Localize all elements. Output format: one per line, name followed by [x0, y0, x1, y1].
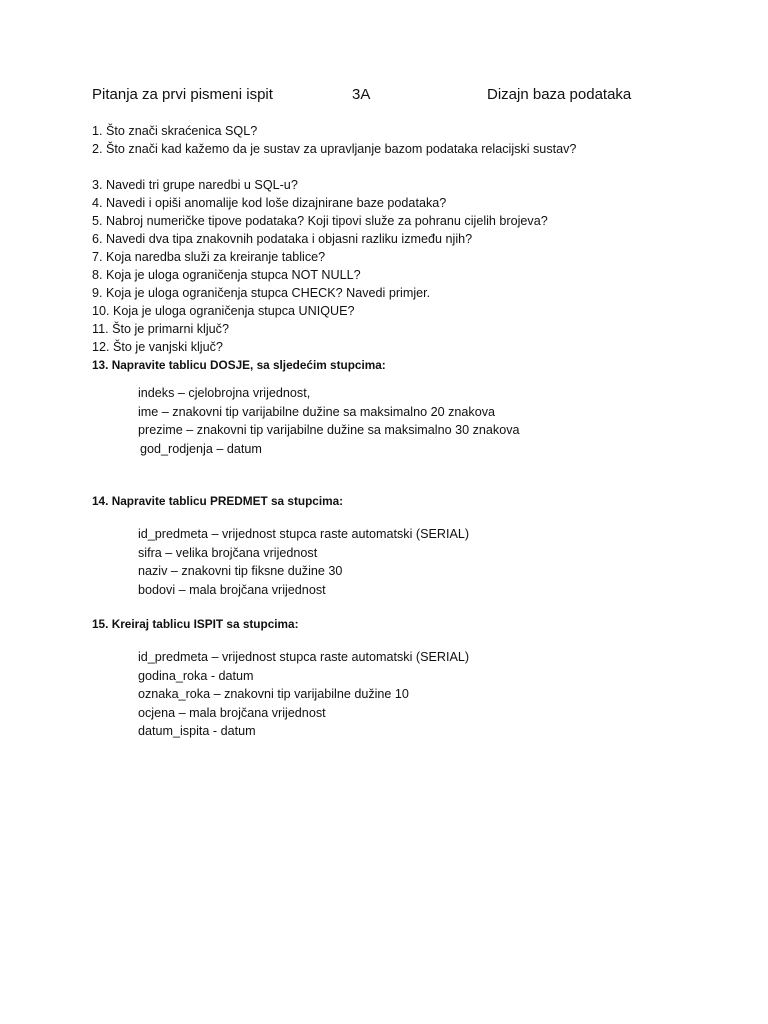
column-spec: oznaka_roka – znakovni tip varijabilne dužine 10	[138, 687, 409, 701]
class-label: 3A	[352, 86, 371, 103]
column-spec: godina_roka - datum	[138, 668, 254, 683]
question-13-text: Napravite tablicu DOSJE, sa sljedećim stupcima:	[111, 358, 386, 372]
question-9: 9. Koja je uloga ograničenja stupca CHECK? Navedi primjer.	[92, 286, 431, 300]
document-header	[92, 86, 692, 108]
question-11: 11. Što je primarni ključ?	[92, 322, 229, 336]
question-13-number: 13.	[92, 358, 109, 372]
question-14-text: Napravite tablicu PREDMET sa stupcima:	[111, 494, 344, 508]
column-spec: god_rodjenja – datum	[140, 441, 262, 456]
exam-title: Pitanja za prvi pismeni ispit	[92, 86, 273, 103]
question-12: 12. Što je vanjski ključ?	[92, 340, 223, 354]
column-spec: ocjena – mala brojčana vrijednost	[138, 705, 326, 720]
question-15-text: Kreiraj tablicu ISPIT sa stupcima:	[111, 617, 299, 631]
column-spec: prezime – znakovni tip varijabilne dužine sa maksimalno 30 znakova	[138, 423, 520, 437]
question-2: 2. Što znači kad kažemo da je sustav za upravljanje bazom podataka relacijski sustav?	[92, 142, 577, 156]
column-spec: indeks – cjelobrojna vrijednost,	[138, 386, 311, 400]
ispit-columns	[138, 648, 698, 741]
column-spec: id_predmeta – vrijednost stupca raste automatski (SERIAL)	[138, 650, 470, 664]
question-8: 8. Koja je uloga ograničenja stupca NOT NULL?	[92, 268, 361, 282]
question-7: 7. Koja naredba služi za kreiranje tablice?	[92, 250, 326, 264]
dosje-columns	[138, 384, 698, 458]
column-spec: id_predmeta – vrijednost stupca raste automatski (SERIAL)	[138, 527, 470, 541]
question-3: 3. Navedi tri grupe naredbi u SQL-u?	[92, 178, 298, 192]
question-15	[92, 617, 299, 631]
question-list	[92, 122, 732, 374]
column-spec: naziv – znakovni tip fiksne dužine 30	[138, 564, 343, 578]
question-1: 1. Što znači skraćenica SQL?	[92, 124, 258, 138]
subject-label: Dizajn baza podataka	[487, 86, 632, 103]
question-4: 4. Navedi i opiši anomalije kod loše dizajnirane baze podataka?	[92, 196, 447, 210]
question-5: 5. Nabroj numeričke tipove podataka? Koji tipovi služe za pohranu cijelih brojeva?	[92, 214, 548, 228]
column-spec: ime – znakovni tip varijabilne dužine sa maksimalno 20 znakova	[138, 404, 496, 419]
predmet-columns	[138, 525, 698, 599]
column-spec: datum_ispita - datum	[138, 724, 256, 738]
question-15-number: 15.	[92, 617, 109, 631]
question-14	[92, 494, 343, 508]
column-spec: bodovi – mala brojčana vrijednost	[138, 582, 326, 597]
question-14-number: 14.	[92, 494, 109, 508]
question-13	[92, 356, 732, 374]
column-spec: sifra – velika brojčana vrijednost	[138, 545, 318, 560]
question-10: 10. Koja je uloga ograničenja stupca UNIQUE?	[92, 304, 355, 318]
question-6: 6. Navedi dva tipa znakovnih podataka i objasni razliku između njih?	[92, 232, 473, 246]
